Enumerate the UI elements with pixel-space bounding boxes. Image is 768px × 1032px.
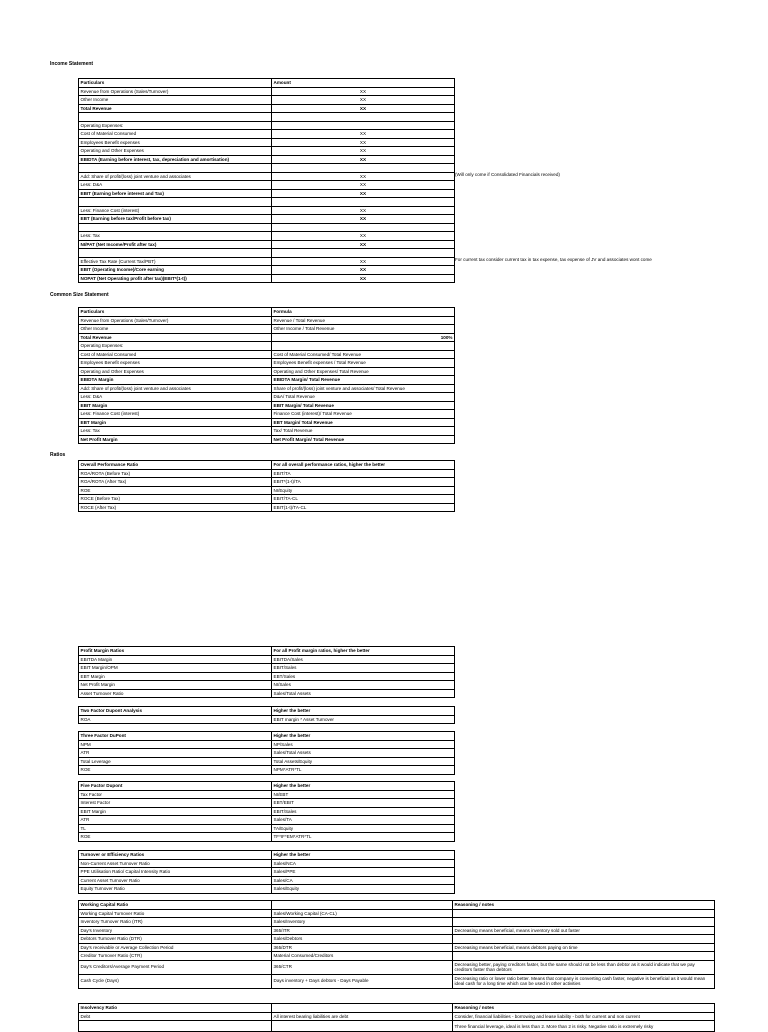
table-row: [79, 274, 455, 283]
table-cell: Decreasing better, paying creditors faster, but the same should not be less than debtor as it would indicate that we pay creditors faster than debtors: [453, 960, 715, 974]
ratios-heading: Ratios: [50, 452, 66, 458]
table-row: [79, 155, 455, 164]
table-row: [79, 655, 455, 664]
table-row: [79, 486, 455, 495]
table-cell: XX: [272, 96, 455, 105]
table-cell: EBIT/Sales: [272, 664, 455, 673]
table-cell: NI/EBT: [272, 790, 455, 799]
working-capital-table: [78, 900, 715, 989]
table-header-row: [79, 1004, 715, 1013]
table-row: [79, 960, 715, 974]
table-row: [79, 410, 455, 419]
table-row: [79, 350, 455, 359]
table-row: [79, 418, 455, 427]
table-cell: Asset Turnover Ratio: [79, 689, 272, 698]
table-cell: NI/Equity: [272, 486, 455, 495]
table-row: [79, 799, 455, 808]
table-cell: Less: Tax: [79, 232, 272, 241]
table-row: [79, 113, 455, 122]
table-cell: Net Profit Margin: [79, 435, 272, 444]
column-header: Higher the better: [272, 782, 455, 791]
table-cell: XX: [272, 206, 455, 215]
two-factor-dupont-table: [78, 706, 455, 724]
table-cell: EBIDTA (Earning before interest, tax, depreciation and amortisation): [79, 155, 272, 164]
table-cell: [79, 249, 272, 258]
table-cell: EBIT (Operating Income)/Core earning: [79, 266, 272, 275]
table-cell: Cost of Material Consumed: [79, 350, 272, 359]
table-row: [79, 885, 455, 894]
note-consolidated: (Will only come if Consolidated Financials received): [455, 172, 560, 177]
table-cell: 365/CTR: [272, 960, 453, 974]
column-header: Profit Margin Ratios: [79, 647, 272, 656]
table-header-row: [79, 732, 455, 741]
table-cell: XX: [272, 155, 455, 164]
table-cell: Total Assets/Equity: [272, 757, 455, 766]
table-cell: Working Capital Turnover Ratio: [79, 909, 272, 918]
table-cell: ATR: [79, 749, 272, 758]
table-cell: [79, 198, 272, 207]
table-row: [79, 121, 455, 130]
table-row: [79, 249, 455, 258]
column-header: Particulars: [79, 79, 272, 88]
table-cell: TA/Equity: [272, 824, 455, 833]
table-cell: EBIT (Earning before interest and Tax): [79, 189, 272, 198]
table-cell: Add: Share of profit/(loss) joint venture and associates: [79, 172, 272, 181]
table-row: [79, 393, 455, 402]
table-cell: Three financial leverage, ideal is less than 2. More than 2 is risky. Negative ratio is extremely risky: [453, 1021, 715, 1032]
table-cell: EBIDTA Margin/ Total Revenue: [272, 376, 455, 385]
table-cell: Revenue / Total Revenue: [272, 316, 455, 325]
table-cell: Total Revenue: [79, 333, 272, 342]
column-header: [272, 1004, 453, 1013]
table-header-row: [79, 461, 455, 470]
table-cell: XX: [272, 189, 455, 198]
table-cell: Days inventory + Days debtors - Days Payable: [272, 974, 453, 988]
table-cell: NOPAT (Net Operating profit after tax)(EBIT*(1-t)): [79, 274, 272, 283]
table-cell: Effective Tax Rate (Current Tax/PBT): [79, 257, 272, 266]
table-header-row: [79, 707, 455, 716]
table-header-row: [79, 782, 455, 791]
table-cell: [453, 918, 715, 927]
table-cell: EBIT Margin: [79, 401, 272, 410]
table-cell: Sales/Working Capital (CA-CL): [272, 909, 453, 918]
table-cell: ROCE (Before Tax): [79, 495, 272, 504]
table-cell: Other Income: [79, 96, 272, 105]
table-cell: [79, 1021, 272, 1032]
table-cell: XX: [272, 138, 455, 147]
table-cell: XX: [272, 215, 455, 224]
table-row: [79, 172, 455, 181]
turnover-efficiency-table: [78, 850, 455, 894]
table-row: [79, 943, 715, 952]
note-current-tax: For current tax consider current tax in tax expense, tax expense of JV and associates wont come: [455, 257, 652, 262]
table-cell: Sales/TA: [272, 816, 455, 825]
table-cell: EBIT*(1-t)/TA: [272, 478, 455, 487]
table-row: [79, 198, 455, 207]
table-row: [79, 316, 455, 325]
table-cell: Tax/ Total Revenue: [272, 427, 455, 436]
table-cell: ATR: [79, 816, 272, 825]
table-cell: Decreasing means beneficial, means inventory sold out faster: [453, 926, 715, 935]
column-header: Working Capital Ratio: [79, 901, 272, 910]
table-cell: EBIT margin * Asset Turnover: [272, 715, 455, 724]
table-cell: [272, 113, 455, 122]
table-cell: Less: Finance Cost (interest): [79, 206, 272, 215]
table-cell: Add: Share of profit/(loss) joint venture and associates: [79, 384, 272, 393]
table-cell: XX: [272, 172, 455, 181]
table-cell: EBIDTA Margin: [79, 376, 272, 385]
column-header: Turnover or Efficiency Ratios: [79, 851, 272, 860]
table-row: [79, 325, 455, 334]
table-cell: ROE: [79, 766, 272, 775]
table-cell: Material Consumed/Creditors: [272, 952, 453, 961]
table-cell: [272, 223, 455, 232]
table-row: [79, 757, 455, 766]
table-cell: Sales/NCA: [272, 859, 455, 868]
column-header: Higher the better: [272, 707, 455, 716]
table-cell: EBIT(1-t)/TA-CL: [272, 503, 455, 512]
table-cell: NPM*ATR*TL: [272, 766, 455, 775]
table-cell: [272, 121, 455, 130]
table-cell: Total Leverage: [79, 757, 272, 766]
table-cell: Cash Cycle (Days): [79, 974, 272, 988]
table-row: [79, 435, 455, 444]
column-header: Reasoning / notes: [453, 1004, 715, 1013]
table-cell: [453, 952, 715, 961]
table-header-row: [79, 647, 455, 656]
overall-performance-table: [78, 460, 455, 512]
table-row: [79, 1012, 715, 1021]
table-cell: [453, 935, 715, 944]
table-row: [79, 664, 455, 673]
table-row: [79, 495, 455, 504]
insolvency-table: [78, 1003, 715, 1032]
table-row: [79, 342, 455, 351]
table-cell: ROCE (After Tax): [79, 503, 272, 512]
column-header: Three Factor DuPont: [79, 732, 272, 741]
table-cell: Decreasing means beneficial, means debtors paying on time: [453, 943, 715, 952]
table-cell: Current Asset Turnover Ratio: [79, 876, 272, 885]
table-cell: EBT (Earning before tax/Profit before tax): [79, 215, 272, 224]
table-row: [79, 749, 455, 758]
table-row: [79, 206, 455, 215]
table-row: [79, 240, 455, 249]
table-row: [79, 87, 455, 96]
table-cell: Sales/PPE: [272, 868, 455, 877]
table-cell: Tax Factor: [79, 790, 272, 799]
table-header-row: [79, 851, 455, 860]
table-cell: Sales/Debtors: [272, 935, 453, 944]
table-cell: XX: [272, 266, 455, 275]
column-header: Overall Performance Ratio: [79, 461, 272, 470]
table-cell: [272, 198, 455, 207]
table-cell: EBIT Margin/OPM: [79, 664, 272, 673]
table-row: [79, 147, 455, 156]
table-cell: Other Income: [79, 325, 272, 334]
table-cell: EBT Margin: [79, 418, 272, 427]
table-cell: EBITDA/Sales: [272, 655, 455, 664]
table-cell: Operating and Other Expenses: [79, 147, 272, 156]
table-cell: XX: [272, 232, 455, 241]
table-cell: [453, 909, 715, 918]
table-cell: [79, 223, 272, 232]
table-row: [79, 215, 455, 224]
table-cell: ROA/ROTA (Before Tax): [79, 469, 272, 478]
table-cell: D&A/ Total Revenue: [272, 393, 455, 402]
table-cell: TL: [79, 824, 272, 833]
table-row: [79, 257, 455, 266]
table-row: [79, 189, 455, 198]
table-row: [79, 367, 455, 376]
five-factor-dupont-table: [78, 781, 455, 842]
table-row: [79, 469, 455, 478]
table-cell: EBITDA Margin: [79, 655, 272, 664]
table-cell: Non-Current Asset Turnover Ratio: [79, 859, 272, 868]
table-row: [79, 427, 455, 436]
table-cell: [272, 342, 455, 351]
table-row: [79, 926, 715, 935]
table-cell: EBT Margin: [79, 672, 272, 681]
table-row: [79, 952, 715, 961]
table-cell: EBIT Margin/ Total Revenue: [272, 401, 455, 410]
table-row: [79, 478, 455, 487]
table-row: [79, 807, 455, 816]
column-header: For all Profit margin ratios, higher the better: [272, 647, 455, 656]
table-row: [79, 740, 455, 749]
table-header-row: [79, 901, 715, 910]
table-row: [79, 909, 715, 918]
column-header: Formula: [272, 308, 455, 317]
table-cell: 365/DTR: [272, 943, 453, 952]
table-cell: Net Profit Margin: [79, 681, 272, 690]
table-cell: 100%: [272, 333, 455, 342]
table-cell: XX: [272, 147, 455, 156]
table-cell: ROE: [79, 486, 272, 495]
table-cell: NPM: [79, 740, 272, 749]
table-cell: EBIT/TA: [272, 469, 455, 478]
table-cell: XX: [272, 181, 455, 190]
table-cell: Debt: [79, 1012, 272, 1021]
table-row: [79, 833, 455, 842]
table-row: [79, 266, 455, 275]
table-cell: 365/ITR: [272, 926, 453, 935]
table-row: [79, 918, 715, 927]
table-row: [79, 689, 455, 698]
table-cell: EBT/EBIT: [272, 799, 455, 808]
table-cell: Interest Factor: [79, 799, 272, 808]
table-cell: PPE Utilisation Ratio/ Capital Intensity Ratio: [79, 868, 272, 877]
table-row: [79, 96, 455, 105]
column-header: Five Factor Dupont: [79, 782, 272, 791]
table-row: [79, 1021, 715, 1032]
table-cell: XX: [272, 274, 455, 283]
table-cell: Sales/Inventory: [272, 918, 453, 927]
table-row: [79, 672, 455, 681]
table-cell: TF*IF*EM*ATR*TL: [272, 833, 455, 842]
table-row: [79, 384, 455, 393]
column-header: Particulars: [79, 308, 272, 317]
table-header-row: [79, 308, 455, 317]
table-cell: Less: Tax: [79, 427, 272, 436]
column-header: Higher the better: [272, 851, 455, 860]
table-cell: Sales/Total Assets: [272, 749, 455, 758]
table-cell: XX: [272, 257, 455, 266]
table-cell: EBIT/TA-CL: [272, 495, 455, 504]
table-cell: ROA: [79, 715, 272, 724]
table-row: [79, 223, 455, 232]
table-row: [79, 681, 455, 690]
table-cell: Debtors Turnover Ratio (DTR): [79, 935, 272, 944]
table-row: [79, 503, 455, 512]
table-cell: Day's receivable or Average Collection Period: [79, 943, 272, 952]
table-cell: [272, 1021, 453, 1032]
table-cell: Employees Benefit expenses / Total Revenue: [272, 359, 455, 368]
table-cell: [272, 249, 455, 258]
table-row: [79, 868, 455, 877]
table-cell: Equity Turnover Ratio: [79, 885, 272, 894]
table-cell: Creditor Turnover Ratio (CTR): [79, 952, 272, 961]
table-cell: NP/Sales: [272, 740, 455, 749]
table-cell: [272, 164, 455, 173]
table-cell: Cost of Material Consumed: [79, 130, 272, 139]
table-cell: EBT/Sales: [272, 672, 455, 681]
table-cell: ROA/ROTA (After Tax): [79, 478, 272, 487]
table-cell: Day's Inventory: [79, 926, 272, 935]
table-cell: Total Revenue: [79, 104, 272, 113]
column-header: Reasoning / notes: [453, 901, 715, 910]
table-row: [79, 876, 455, 885]
three-factor-dupont-table: [78, 731, 455, 775]
table-cell: Less: D&A: [79, 181, 272, 190]
table-row: [79, 790, 455, 799]
income-statement-heading: Income Statement: [50, 61, 94, 67]
table-cell: Operating and Other Expenses/ Total Revenue: [272, 367, 455, 376]
table-row: [79, 715, 455, 724]
table-cell: Decreasing ratio or lower ratio better. Means that company is converting cash faster, negative is beneficial as it would mean ideal cash for a long time which can be used in other activities: [453, 974, 715, 988]
table-cell: Share of profit/(loss) joint venture and associates/ Total Revenue: [272, 384, 455, 393]
table-row: [79, 401, 455, 410]
table-cell: Revenue from Operations (Sales/Turnover): [79, 87, 272, 96]
table-row: [79, 974, 715, 988]
table-row: [79, 164, 455, 173]
column-header: Insolvency Ratio: [79, 1004, 272, 1013]
table-row: [79, 816, 455, 825]
table-cell: NI/PAT (Net Income/Profit after tax): [79, 240, 272, 249]
table-cell: EBIT Margin: [79, 807, 272, 816]
table-row: [79, 859, 455, 868]
table-row: [79, 824, 455, 833]
table-cell: Net Profit Margin/ Total Revenue: [272, 435, 455, 444]
table-cell: Sales/Equity: [272, 885, 455, 894]
table-cell: Employees Benefit expenses: [79, 359, 272, 368]
table-cell: Inventory Turnover Ratio (ITR): [79, 918, 272, 927]
table-cell: Finance Cost (interest)/ Total Revenue: [272, 410, 455, 419]
table-cell: All interest bearing liabilities are debt: [272, 1012, 453, 1021]
table-cell: Other Income / Total Revenue: [272, 325, 455, 334]
common-size-heading: Common Size Statement: [50, 292, 109, 298]
table-cell: [79, 113, 272, 122]
table-row: [79, 181, 455, 190]
table-row: [79, 333, 455, 342]
table-cell: Consider, financial liabilities - borrowing and lease liability - both for current and non current: [453, 1012, 715, 1021]
table-cell: Day's Creditors/Average Payment Period: [79, 960, 272, 974]
table-row: [79, 232, 455, 241]
table-row: [79, 935, 715, 944]
table-cell: Revenue from Operations (Sales/Turnover): [79, 316, 272, 325]
profit-margin-table: [78, 646, 455, 698]
common-size-table: [78, 307, 455, 444]
table-cell: XX: [272, 104, 455, 113]
table-row: [79, 359, 455, 368]
table-cell: Less: D&A: [79, 393, 272, 402]
table-cell: Operating Expenses:: [79, 342, 272, 351]
table-cell: ROE: [79, 833, 272, 842]
table-cell: XX: [272, 87, 455, 96]
table-cell: Sales/Total Assets: [272, 689, 455, 698]
table-cell: [79, 164, 272, 173]
table-row: [79, 130, 455, 139]
income-statement-table: [78, 78, 455, 283]
table-cell: Operating and Other Expenses: [79, 367, 272, 376]
column-header: Two Factor Dupont Analysis: [79, 707, 272, 716]
table-cell: NI/Sales: [272, 681, 455, 690]
table-cell: XX: [272, 130, 455, 139]
column-header: [272, 901, 453, 910]
table-row: [79, 766, 455, 775]
column-header: Amount: [272, 79, 455, 88]
table-cell: EBT Margin/ Total Revenue: [272, 418, 455, 427]
table-cell: EBIT/Sales: [272, 807, 455, 816]
column-header: For all overall performance ratios, higher the better: [272, 461, 455, 470]
table-cell: Operating Expenses:: [79, 121, 272, 130]
column-header: Higher the better: [272, 732, 455, 741]
table-cell: Sales/CA: [272, 876, 455, 885]
table-row: [79, 376, 455, 385]
table-cell: Less: Finance Cost (interest): [79, 410, 272, 419]
table-cell: Employees Benefit expenses: [79, 138, 272, 147]
table-row: [79, 104, 455, 113]
table-row: [79, 138, 455, 147]
table-header-row: [79, 79, 455, 88]
table-cell: Cost of Material Consumed/ Total Revenue: [272, 350, 455, 359]
table-cell: XX: [272, 240, 455, 249]
